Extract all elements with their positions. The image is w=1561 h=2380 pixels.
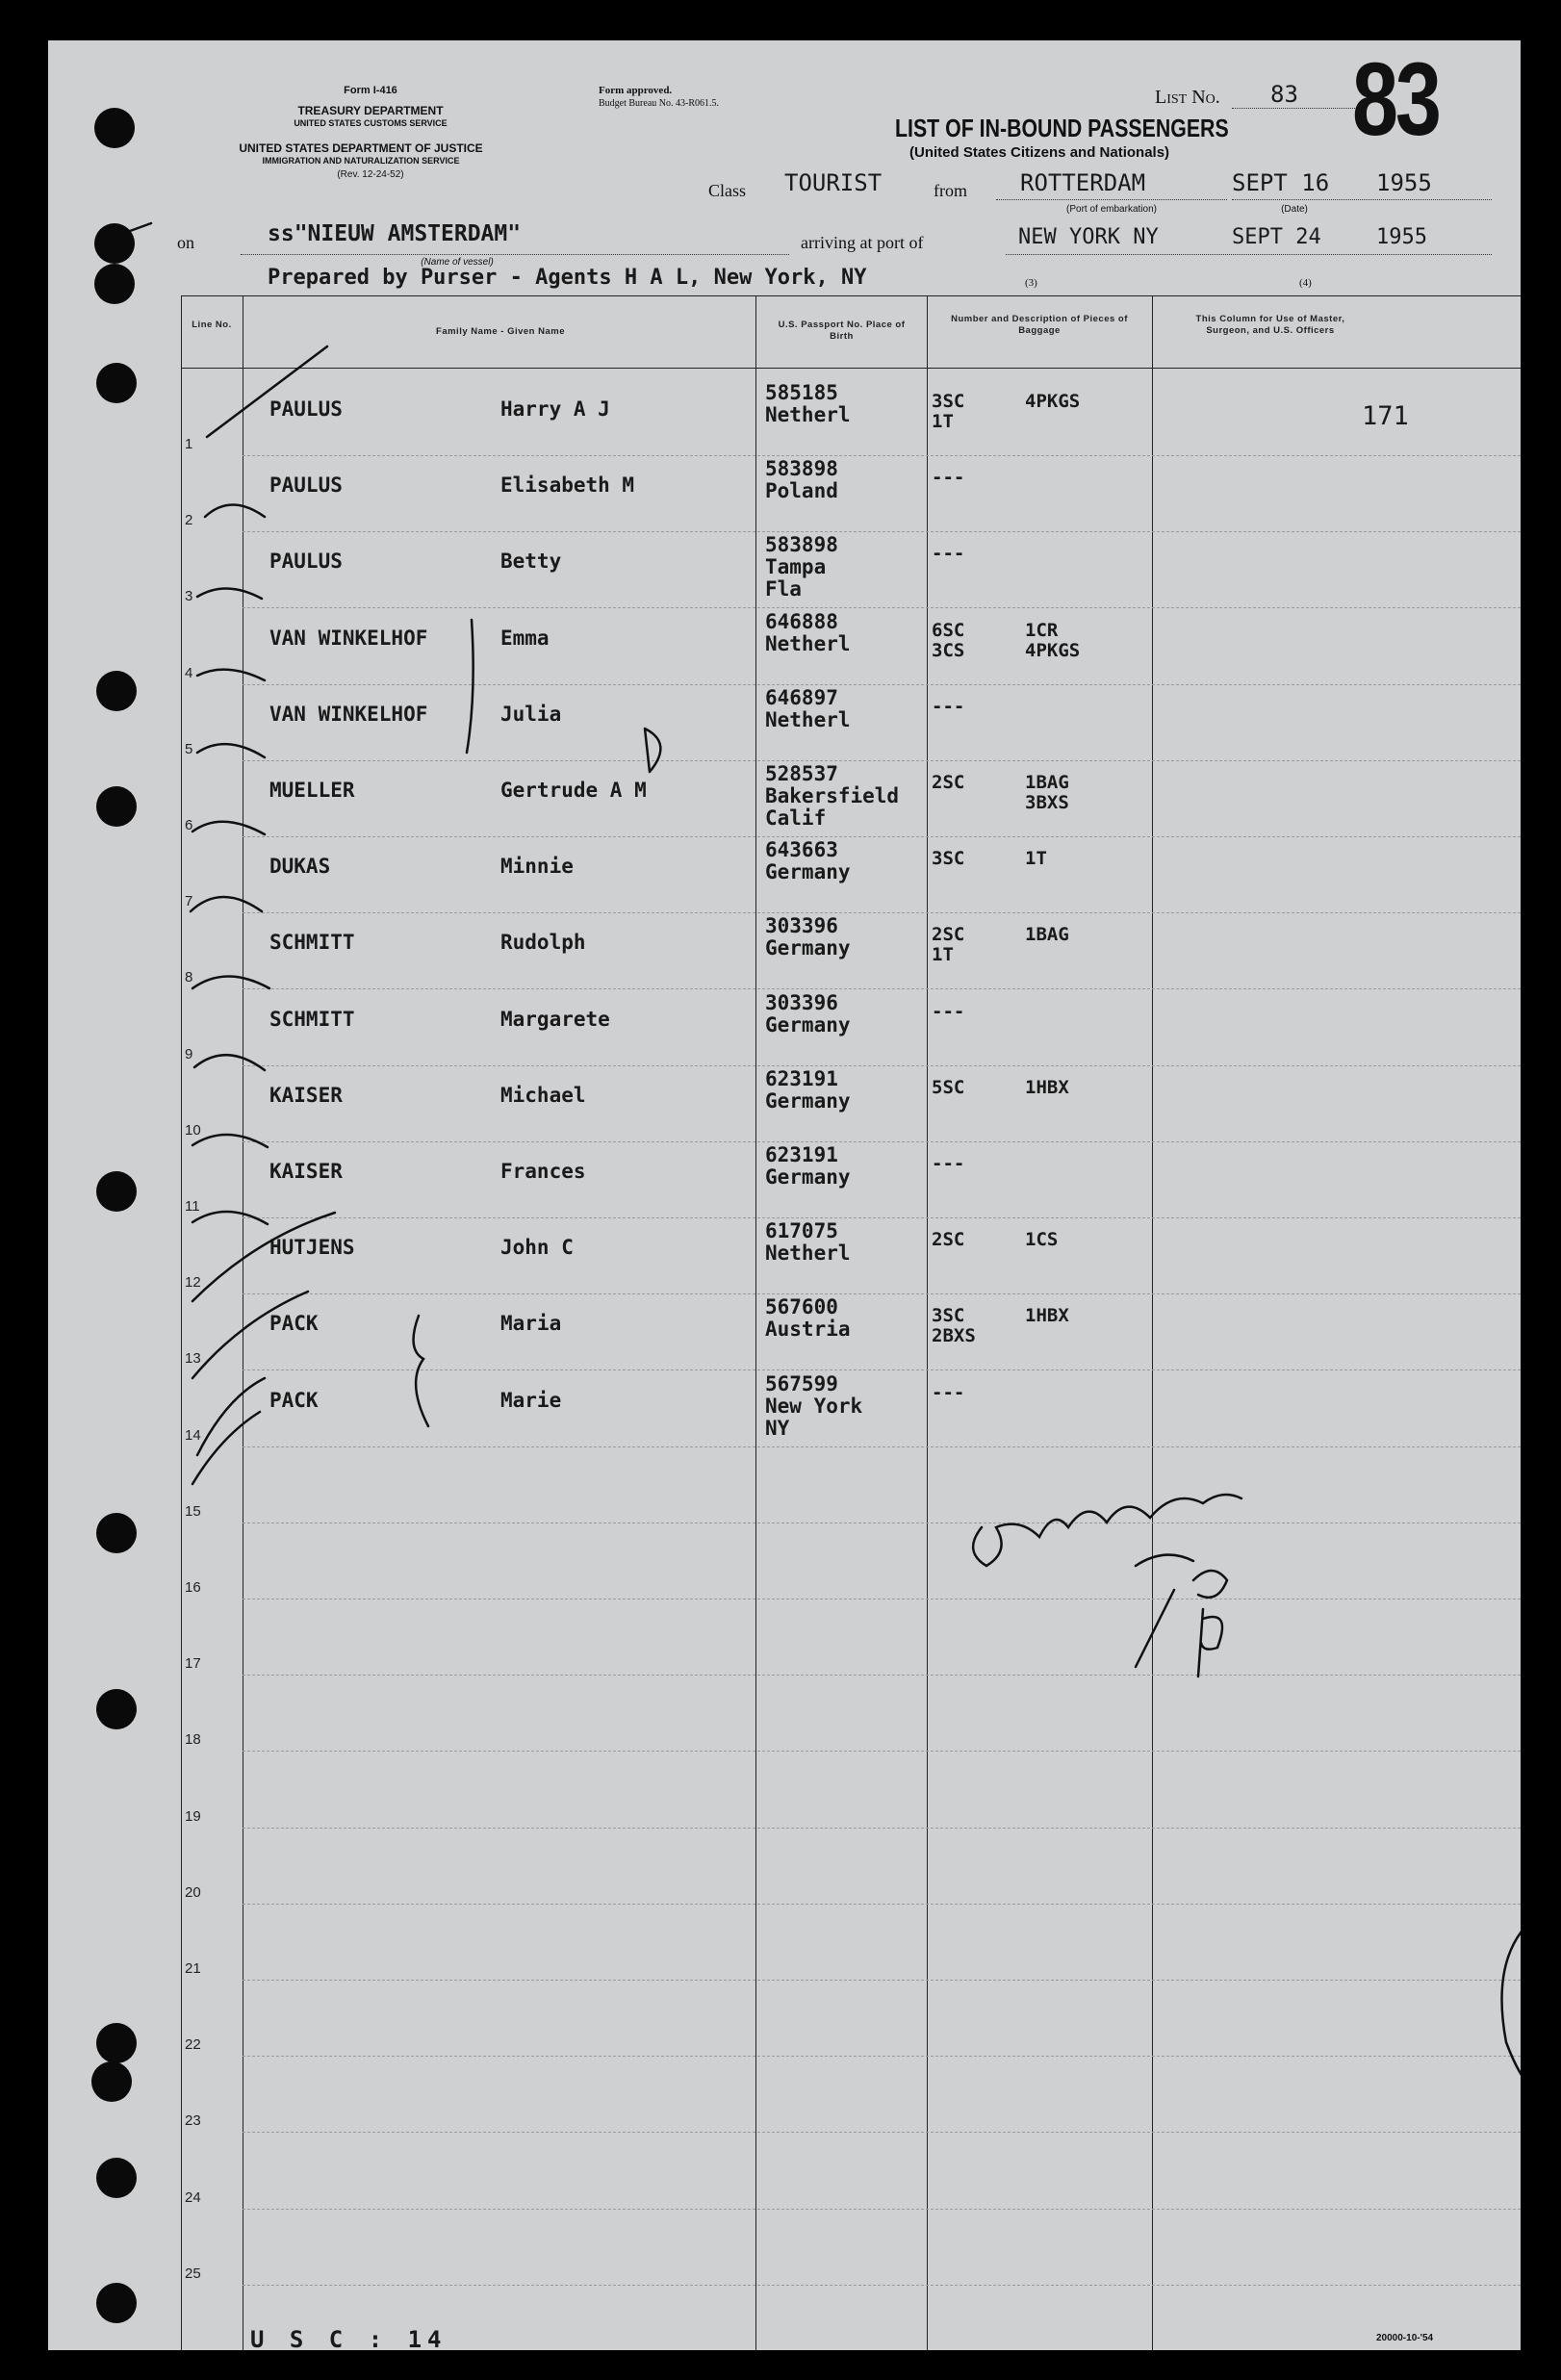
stamped-list-number: 83	[1352, 40, 1439, 157]
passport-number: 646888	[765, 609, 838, 633]
family-name: PAULUS	[269, 397, 343, 421]
family-name: MUELLER	[269, 779, 355, 802]
passport-number: 646897	[765, 685, 838, 709]
passport-number: 617075	[765, 1219, 838, 1243]
place-of-birth: Netherl	[765, 403, 851, 426]
line-number: 10	[185, 1121, 201, 1139]
passport-number: 585185	[765, 381, 838, 404]
form-id: Form I-416	[344, 85, 397, 96]
passport-number: 583898	[765, 457, 838, 481]
baggage-count-line-1: 2SC	[932, 924, 965, 946]
given-name: Marie	[500, 1388, 562, 1412]
line-number: 7	[185, 893, 193, 910]
baggage-count-line-2: 3CS	[932, 639, 965, 661]
family-name: KAISER	[269, 1160, 343, 1183]
baggage-description-line-1: 1CS	[1025, 1229, 1059, 1251]
embark-year: 1955	[1376, 169, 1432, 196]
passport-number: 623191	[765, 1143, 838, 1166]
passport-number: 567600	[765, 1295, 838, 1319]
line-number: 9	[185, 1045, 193, 1062]
column-header-passport: U.S. Passport No. Place of Birth	[778, 320, 906, 342]
column-header-officers: This Column for Use of Master, Surgeon, and U.S. Officers	[1195, 314, 1345, 336]
place-of-birth: Germany	[765, 1088, 851, 1113]
given-name: Betty	[500, 550, 562, 574]
given-name: Maria	[500, 1312, 562, 1336]
baggage-description-line-2: 4PKGS	[1025, 639, 1081, 661]
family-name: PACK	[269, 1388, 319, 1412]
passport-number: 583898	[765, 533, 838, 557]
given-name: Frances	[500, 1160, 586, 1183]
arriving-label: arriving at port of	[801, 233, 924, 252]
baggage-description-line-1: 1CR	[1025, 619, 1059, 641]
on-label: on	[177, 233, 194, 252]
column-mark-4: (4)	[1299, 277, 1312, 289]
baggage-description-line-2: 3BXS	[1025, 792, 1069, 813]
given-name: John C	[500, 1236, 574, 1260]
family-name: DUKAS	[269, 855, 331, 879]
given-name: Rudolph	[500, 931, 586, 955]
line-number: 20	[185, 1883, 201, 1901]
passport-number: 567599	[765, 1371, 838, 1395]
baggage-count-line-1: ---	[932, 1153, 965, 1174]
place-of-birth: Germany	[765, 1012, 851, 1036]
passport-number: 303396	[765, 990, 838, 1014]
baggage-count-line-1: 5SC	[932, 1076, 965, 1098]
place-of-birth: Austria	[765, 1318, 851, 1342]
place-of-birth: Tampa	[765, 555, 827, 579]
vessel-name: ss"NIEUW AMSTERDAM"	[268, 221, 522, 246]
baggage-count-line-2: 2BXS	[932, 1325, 976, 1347]
class-label: Class	[708, 181, 747, 200]
line-number: 24	[185, 2188, 201, 2206]
embark-port: ROTTERDAM	[1020, 169, 1146, 196]
baggage-description-line-1: 1BAG	[1025, 924, 1069, 946]
given-name: Minnie	[500, 855, 574, 879]
baggage-count-line-1: ---	[932, 1000, 965, 1022]
baggage-description-line-1: 1BAG	[1025, 772, 1069, 793]
dept-treasury-sub: UNITED STATES CUSTOMS SERVICE	[294, 118, 448, 128]
document-subtitle: (United States Citizens and Nationals)	[909, 144, 1170, 161]
baggage-count-line-2: 1T	[932, 944, 954, 966]
form-approved: Form approved.	[599, 85, 673, 96]
place-of-birth: NY	[765, 1416, 790, 1440]
baggage-count-line-1: ---	[932, 695, 965, 717]
passport-number: 643663	[765, 838, 838, 862]
baggage-count-line-1: 6SC	[932, 619, 965, 641]
family-name: SCHMITT	[269, 931, 355, 955]
place-of-birth: Germany	[765, 936, 851, 960]
line-number: 6	[185, 817, 193, 833]
baggage-count-line-2: 1T	[932, 411, 954, 432]
from-label: from	[934, 181, 967, 200]
line-number: 17	[185, 1655, 201, 1673]
budget-bureau: Budget Bureau No. 43-R061.5.	[599, 98, 719, 109]
line-number: 1	[185, 436, 193, 452]
line-number: 21	[185, 1960, 201, 1977]
line-number: 14	[185, 1426, 201, 1444]
line-number: 4	[185, 664, 193, 681]
column-header-line: Line No.	[192, 320, 232, 330]
line-number: 16	[185, 1579, 201, 1596]
baggage-count-line-1: 3SC	[932, 391, 965, 412]
given-name: Michael	[500, 1083, 586, 1107]
footer-usc: U S C : 14	[250, 2326, 448, 2353]
given-name: Julia	[500, 702, 562, 726]
given-name: Margarete	[500, 1007, 610, 1031]
arrival-port: NEW YORK NY	[1018, 225, 1159, 249]
document-title: LIST OF IN-BOUND PASSENGERS	[895, 114, 1229, 142]
prepared-by: Prepared by Purser - Agents H A L, New York, NY	[268, 266, 867, 290]
column-header-baggage: Number and Description of Pieces of Baggage	[951, 314, 1128, 336]
place-of-birth: Netherl	[765, 1241, 851, 1266]
given-name: Emma	[500, 626, 550, 650]
place-of-birth: Netherl	[765, 707, 851, 731]
given-name: Gertrude A M	[500, 779, 647, 802]
line-number: 13	[185, 1350, 201, 1368]
family-name: HUTJENS	[269, 1236, 355, 1260]
line-number: 22	[185, 2036, 201, 2054]
place-of-birth: Bakersfield	[765, 784, 900, 807]
officer-note: 171	[1362, 401, 1409, 431]
line-number: 2	[185, 512, 193, 529]
baggage-count-line-1: ---	[932, 467, 965, 489]
line-number: 15	[185, 1502, 201, 1520]
line-number: 5	[185, 740, 193, 757]
family-name: PACK	[269, 1312, 319, 1336]
line-number: 8	[185, 969, 193, 986]
embark-date: SEPT 16	[1232, 169, 1330, 196]
place-of-birth: Calif	[765, 806, 827, 830]
place-of-birth: Germany	[765, 1165, 851, 1189]
place-of-birth: Netherl	[765, 631, 851, 655]
baggage-count-line-1: 3SC	[932, 1305, 965, 1327]
footer-code: 20000-10-'54	[1376, 2333, 1434, 2343]
family-name: VAN WINKELHOF	[269, 702, 428, 726]
place-of-birth: Germany	[765, 860, 851, 884]
list-no-label: List No.	[1155, 87, 1220, 108]
baggage-description-line-1: 1HBX	[1025, 1305, 1069, 1327]
baggage-count-line-1: 2SC	[932, 772, 965, 793]
family-name: KAISER	[269, 1083, 343, 1107]
line-number: 3	[185, 588, 193, 605]
arrival-date: SEPT 24	[1232, 225, 1321, 249]
column-header-name: Family Name - Given Name	[436, 326, 565, 337]
baggage-description-line-1: 1T	[1025, 848, 1047, 870]
family-name: VAN WINKELHOF	[269, 626, 428, 650]
family-name: SCHMITT	[269, 1007, 355, 1031]
line-number: 25	[185, 2265, 201, 2282]
embark-date-caption: (Date)	[1281, 204, 1308, 215]
dept-justice: UNITED STATES DEPARTMENT OF JUSTICE	[239, 141, 483, 155]
embark-port-caption: (Port of embarkation)	[1066, 204, 1157, 215]
baggage-count-line-1: 3SC	[932, 848, 965, 870]
line-number: 19	[185, 1807, 201, 1825]
place-of-birth: Poland	[765, 479, 838, 503]
place-of-birth: New York	[765, 1394, 863, 1418]
baggage-count-line-1: ---	[932, 1381, 965, 1403]
given-name: Elisabeth M	[500, 473, 635, 498]
manifest-sheet	[48, 40, 1521, 2353]
baggage-description-line-1: 4PKGS	[1025, 391, 1081, 412]
baggage-description-line-1: 1HBX	[1025, 1076, 1069, 1098]
revision: (Rev. 12-24-52)	[337, 169, 404, 180]
passport-number: 623191	[765, 1066, 838, 1090]
column-mark-3: (3)	[1025, 277, 1037, 289]
passport-number: 303396	[765, 914, 838, 938]
handwritten-annotations	[48, 40, 1521, 2350]
line-number: 12	[185, 1274, 201, 1292]
class-value: TOURIST	[784, 169, 883, 196]
list-no-value: 83	[1270, 81, 1298, 108]
family-name: PAULUS	[269, 550, 343, 574]
baggage-count-line-1: 2SC	[932, 1229, 965, 1251]
place-of-birth: Fla	[765, 577, 802, 601]
family-name: PAULUS	[269, 473, 343, 498]
baggage-count-line-1: ---	[932, 543, 965, 565]
passport-number: 528537	[765, 762, 838, 785]
line-number: 18	[185, 1731, 201, 1749]
vessel-caption: (Name of vessel)	[421, 257, 494, 268]
line-number: 11	[185, 1198, 200, 1215]
dept-treasury: TREASURY DEPARTMENT	[297, 104, 444, 117]
arrival-year: 1955	[1376, 225, 1427, 249]
line-number: 23	[185, 2112, 201, 2130]
given-name: Harry A J	[500, 397, 610, 421]
dept-justice-sub: IMMIGRATION AND NATURALIZATION SERVICE	[262, 156, 460, 166]
